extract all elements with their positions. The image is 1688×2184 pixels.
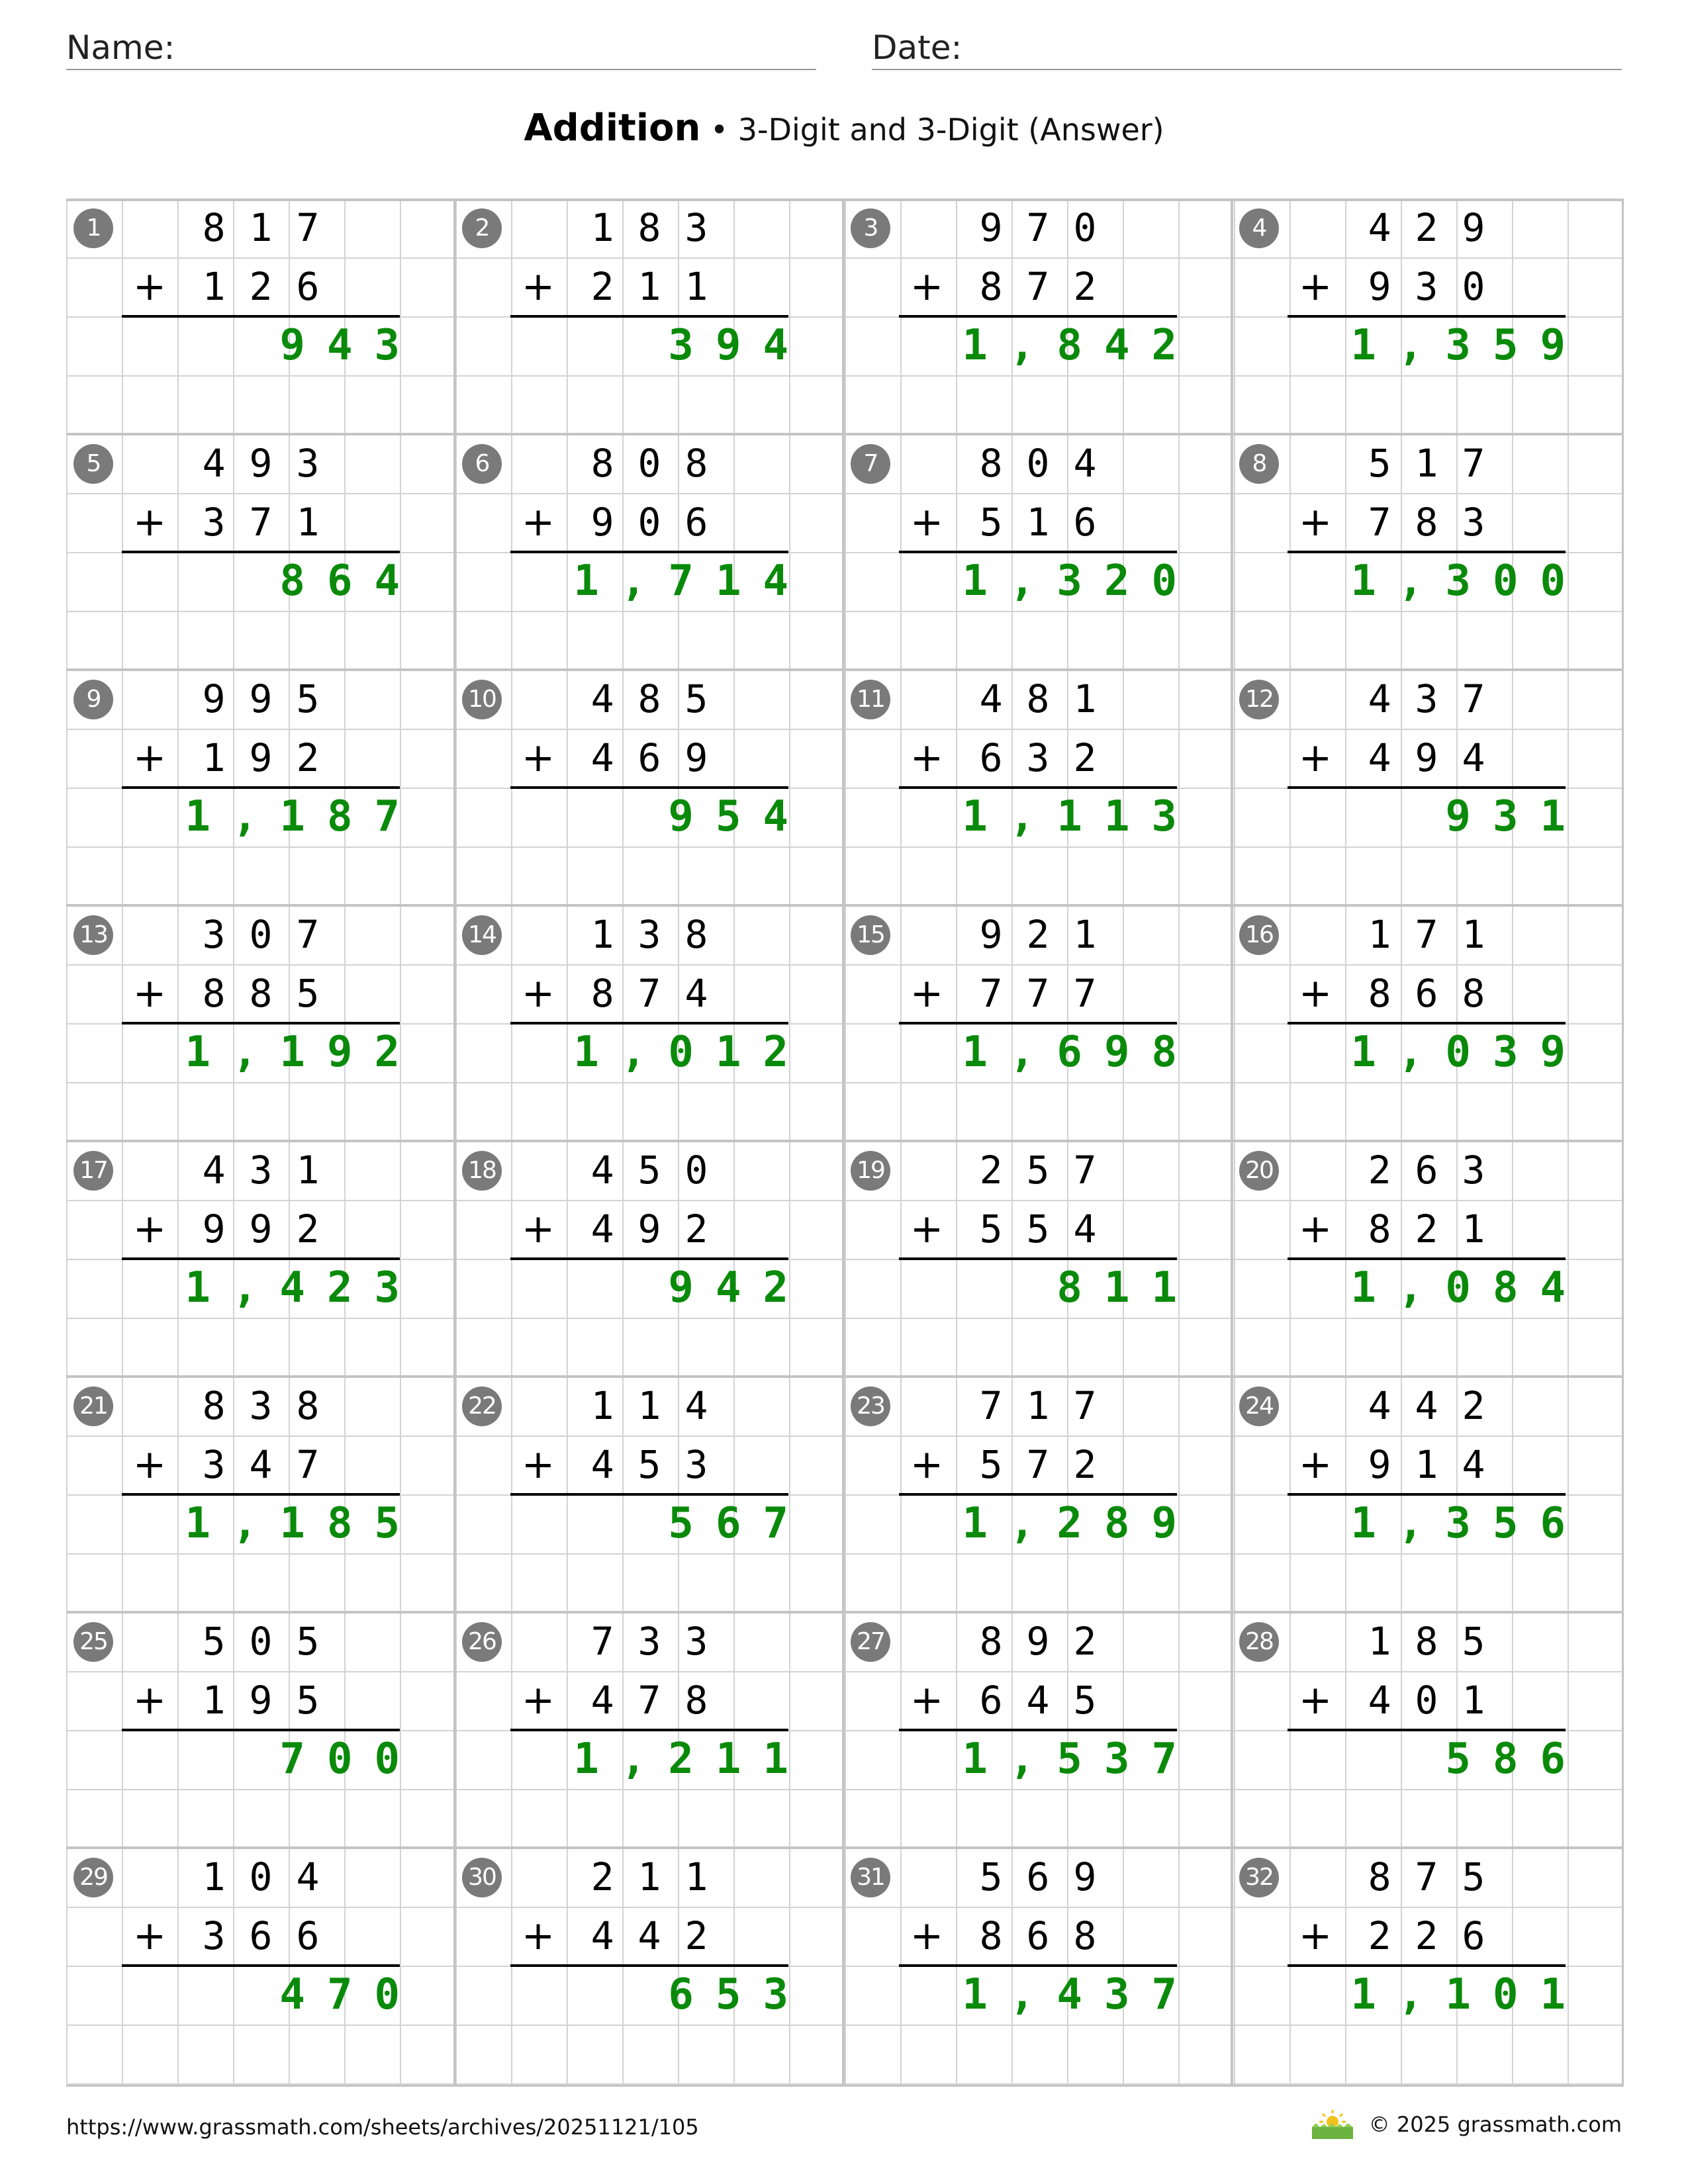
bottom-operand-value: 868	[979, 1913, 1121, 1958]
bottom-operand-value: 914	[1368, 1442, 1509, 1487]
plus-operator: +	[521, 1441, 555, 1488]
answer-value: 1,359	[1350, 321, 1587, 370]
top-operand-value: 569	[979, 1854, 1121, 1899]
problem-17	[66, 1141, 455, 1377]
bottom-operand-value: 494	[1368, 735, 1509, 780]
top-operand-value: 437	[1368, 676, 1509, 721]
bottom-operand-value: 192	[202, 735, 344, 780]
top-operand	[843, 1141, 1177, 1200]
problem-21	[66, 1377, 455, 1612]
top-operand-value: 114	[590, 1383, 732, 1428]
plus-operator: +	[521, 735, 555, 781]
top-operand	[66, 905, 400, 964]
plus-operator: +	[910, 1206, 944, 1252]
bottom-operand-value: 401	[1368, 1678, 1509, 1723]
top-operand-value: 875	[1368, 1854, 1509, 1899]
problem-number-badge: 27	[851, 1622, 890, 1662]
top-operand	[843, 1612, 1177, 1671]
problem-16	[1232, 905, 1621, 1141]
top-operand	[1232, 434, 1566, 493]
plus-operator: +	[132, 735, 167, 781]
top-operand-value: 431	[202, 1148, 344, 1193]
answer-value: 470	[279, 1970, 422, 2019]
bottom-operand-value: 872	[979, 264, 1121, 309]
answer-value: 1,537	[962, 1735, 1199, 1784]
top-operand-value: 450	[590, 1148, 732, 1193]
footer-url[interactable]: https://www.grassmath.com/sheets/archives/20251121/105	[66, 2115, 699, 2140]
bottom-operand	[66, 1200, 400, 1259]
bottom-operand-value: 632	[979, 735, 1121, 780]
bottom-operand	[66, 257, 400, 316]
top-operand	[843, 199, 1177, 257]
problem-22	[455, 1377, 844, 1612]
top-operand-value: 838	[202, 1383, 344, 1428]
plus-operator: +	[1298, 499, 1333, 545]
top-operand	[66, 1848, 400, 1907]
answer-value: 1,300	[1350, 557, 1587, 606]
top-operand-value: 307	[202, 912, 344, 957]
answer-value: 586	[1445, 1735, 1587, 1784]
bottom-operand	[455, 1435, 788, 1494]
answer-value: 1,185	[185, 1499, 422, 1548]
worksheet-title	[0, 105, 1688, 154]
title-subtitle: • 3-Digit and 3-Digit (Answer)	[710, 112, 1164, 148]
problem-number-badge: 8	[1239, 444, 1279, 484]
plus-operator: +	[521, 970, 555, 1017]
bottom-operand-value: 516	[979, 500, 1121, 545]
grass-sun-logo-icon	[1308, 2107, 1357, 2142]
name-field[interactable]	[66, 24, 816, 70]
plus-operator: +	[910, 735, 944, 781]
problem-number-badge: 16	[1239, 915, 1279, 955]
answer-value: 931	[1445, 792, 1587, 841]
plus-operator: +	[1298, 1441, 1333, 1488]
top-operand-value: 817	[202, 205, 344, 250]
bottom-operand-value: 492	[590, 1206, 732, 1251]
bottom-operand	[66, 493, 400, 552]
problem-31	[843, 1848, 1233, 2083]
problem-15	[843, 905, 1233, 1141]
problem-number-badge: 29	[73, 1858, 113, 1897]
top-operand-value: 481	[979, 676, 1121, 721]
problem-10	[455, 670, 844, 905]
top-operand-value: 517	[1368, 441, 1509, 486]
top-operand	[66, 1612, 400, 1671]
bottom-operand	[843, 257, 1177, 316]
problem-number-badge: 17	[73, 1151, 113, 1191]
plus-operator: +	[132, 499, 167, 545]
date-field[interactable]	[872, 24, 1622, 70]
bottom-operand	[455, 493, 788, 552]
top-operand	[66, 1141, 400, 1200]
answer-value: 567	[668, 1499, 810, 1548]
problem-25	[66, 1612, 455, 1848]
bottom-operand-value: 885	[202, 971, 344, 1016]
problem-11	[843, 670, 1233, 905]
top-operand-value: 104	[202, 1854, 344, 1899]
problem-24	[1232, 1377, 1621, 1612]
plus-operator: +	[910, 499, 944, 545]
plus-operator: +	[1298, 1913, 1333, 1959]
top-operand-value: 733	[590, 1619, 732, 1664]
plus-operator: +	[132, 970, 167, 1017]
top-operand	[66, 670, 400, 729]
bottom-operand	[1232, 257, 1566, 316]
top-operand-value: 505	[202, 1619, 344, 1664]
answer-value: 864	[279, 557, 422, 606]
top-operand	[1232, 1141, 1566, 1200]
problem-6	[455, 434, 844, 670]
problem-number-badge: 25	[73, 1622, 113, 1662]
problem-13	[66, 905, 455, 1141]
problem-7	[843, 434, 1233, 670]
footer-branding	[1308, 2105, 1622, 2144]
problem-9	[66, 670, 455, 905]
problem-27	[843, 1612, 1233, 1848]
problem-number-badge: 24	[1239, 1387, 1279, 1426]
bottom-operand-value: 469	[590, 735, 732, 780]
top-operand-value: 970	[979, 205, 1121, 250]
problem-12	[1232, 670, 1621, 905]
copyright-text: © 2025 grassmath.com	[1368, 2112, 1622, 2137]
top-operand	[1232, 1848, 1566, 1907]
bottom-operand	[843, 1671, 1177, 1730]
answer-value: 653	[668, 1970, 810, 2019]
problem-number-badge: 32	[1239, 1858, 1279, 1897]
answer-value: 1,320	[962, 557, 1199, 606]
problem-number-badge: 1	[73, 208, 113, 248]
plus-operator: +	[521, 263, 555, 310]
problem-30	[455, 1848, 844, 2083]
top-operand	[843, 670, 1177, 729]
problem-number-badge: 30	[462, 1858, 502, 1897]
answer-value: 1,039	[1350, 1028, 1587, 1077]
bottom-operand-value: 366	[202, 1913, 344, 1958]
problem-number-badge: 22	[462, 1387, 502, 1426]
problem-8	[1232, 434, 1621, 670]
bottom-operand-value: 126	[202, 264, 344, 309]
bottom-operand	[455, 1907, 788, 1966]
plus-operator: +	[132, 1441, 167, 1488]
bottom-operand	[843, 1435, 1177, 1494]
top-operand-value: 921	[979, 912, 1121, 957]
answer-value: 1,192	[185, 1028, 422, 1077]
problem-number-badge: 19	[851, 1151, 890, 1191]
problem-28	[1232, 1612, 1621, 1848]
problem-number-badge: 28	[1239, 1622, 1279, 1662]
top-operand	[455, 1377, 788, 1435]
top-operand-value: 995	[202, 676, 344, 721]
top-operand-value: 485	[590, 676, 732, 721]
bottom-operand	[455, 964, 788, 1023]
top-operand-value: 211	[590, 1854, 732, 1899]
problem-3	[843, 199, 1233, 434]
bottom-operand	[455, 1200, 788, 1259]
answer-value: 1,113	[962, 792, 1199, 841]
top-operand	[843, 1848, 1177, 1907]
answer-value: 954	[668, 792, 810, 841]
problem-number-badge: 3	[851, 208, 890, 248]
problem-32	[1232, 1848, 1621, 2083]
answer-value: 394	[668, 321, 810, 370]
top-operand	[455, 905, 788, 964]
problem-number-badge: 14	[462, 915, 502, 955]
plus-operator: +	[132, 1206, 167, 1252]
answer-value: 1,211	[573, 1735, 810, 1784]
top-operand	[1232, 670, 1566, 729]
problem-number-badge: 5	[73, 444, 113, 484]
problem-14	[455, 905, 844, 1141]
plus-operator: +	[521, 1206, 555, 1252]
top-operand	[455, 1848, 788, 1907]
problem-grid	[66, 199, 1624, 2087]
plus-operator: +	[1298, 970, 1333, 1017]
top-operand	[843, 905, 1177, 964]
top-operand-value: 442	[1368, 1383, 1509, 1428]
answer-value: 1,084	[1350, 1263, 1587, 1312]
bottom-operand	[66, 1435, 400, 1494]
problem-20	[1232, 1141, 1621, 1377]
top-operand-value: 138	[590, 912, 732, 957]
problem-18	[455, 1141, 844, 1377]
problem-number-badge: 9	[73, 680, 113, 719]
bottom-operand	[1232, 964, 1566, 1023]
problem-number-badge: 31	[851, 1858, 890, 1897]
top-operand	[1232, 905, 1566, 964]
plus-operator: +	[521, 499, 555, 545]
bottom-operand	[1232, 1671, 1566, 1730]
bottom-operand	[843, 493, 1177, 552]
bottom-operand	[843, 964, 1177, 1023]
answer-value: 1,437	[962, 1970, 1199, 2019]
problem-number-badge: 7	[851, 444, 890, 484]
bottom-operand	[66, 729, 400, 788]
problem-number-badge: 26	[462, 1622, 502, 1662]
top-operand	[455, 1612, 788, 1671]
problem-number-badge: 11	[851, 680, 890, 719]
answer-value: 943	[279, 321, 422, 370]
plus-operator: +	[1298, 735, 1333, 781]
bottom-operand	[455, 1671, 788, 1730]
bottom-operand-value: 645	[979, 1678, 1121, 1723]
bottom-operand	[1232, 493, 1566, 552]
bottom-operand-value: 478	[590, 1678, 732, 1723]
bottom-operand	[66, 1671, 400, 1730]
problem-2	[455, 199, 844, 434]
plus-operator: +	[521, 1913, 555, 1959]
problem-number-badge: 23	[851, 1387, 890, 1426]
bottom-operand-value: 442	[590, 1913, 732, 1958]
top-operand	[66, 1377, 400, 1435]
bottom-operand	[66, 964, 400, 1023]
bottom-operand-value: 572	[979, 1442, 1121, 1487]
bottom-operand-value: 783	[1368, 500, 1509, 545]
plus-operator: +	[910, 1677, 944, 1723]
top-operand	[843, 1377, 1177, 1435]
problem-number-badge: 21	[73, 1387, 113, 1426]
answer-value: 1,842	[962, 321, 1199, 370]
plus-operator: +	[132, 1677, 167, 1723]
bottom-operand-value: 777	[979, 971, 1121, 1016]
bottom-operand-value: 211	[590, 264, 732, 309]
top-operand	[455, 434, 788, 493]
problem-5	[66, 434, 455, 670]
top-operand-value: 892	[979, 1619, 1121, 1664]
plus-operator: +	[521, 1677, 555, 1723]
bottom-operand	[1232, 1435, 1566, 1494]
bottom-operand-value: 874	[590, 971, 732, 1016]
bottom-operand-value: 226	[1368, 1913, 1509, 1958]
problem-number-badge: 20	[1239, 1151, 1279, 1191]
bottom-operand	[1232, 729, 1566, 788]
answer-value: 1,012	[573, 1028, 810, 1077]
top-operand	[843, 434, 1177, 493]
answer-value: 1,714	[573, 557, 810, 606]
top-operand	[1232, 1612, 1566, 1671]
plus-operator: +	[132, 1913, 167, 1959]
top-operand	[455, 199, 788, 257]
answer-value: 1,187	[185, 792, 422, 841]
top-operand	[66, 434, 400, 493]
bottom-operand-value: 906	[590, 500, 732, 545]
worksheet-header	[66, 24, 1622, 70]
bottom-operand-value: 347	[202, 1442, 344, 1487]
problem-29	[66, 1848, 455, 2083]
plus-operator: +	[910, 1441, 944, 1488]
answer-value: 1,101	[1350, 1970, 1587, 2019]
top-operand-value: 804	[979, 441, 1121, 486]
plus-operator: +	[132, 263, 167, 310]
problem-number-badge: 6	[462, 444, 502, 484]
plus-operator: +	[1298, 1677, 1333, 1723]
top-operand-value: 429	[1368, 205, 1509, 250]
answer-value: 1,289	[962, 1499, 1199, 1548]
answer-value: 700	[279, 1735, 422, 1784]
top-operand	[455, 1141, 788, 1200]
bottom-operand	[843, 1907, 1177, 1966]
top-operand-value: 257	[979, 1148, 1121, 1193]
plus-operator: +	[910, 970, 944, 1017]
answer-value: 1,698	[962, 1028, 1199, 1077]
name-label: Name:	[66, 28, 175, 67]
problem-number-badge: 18	[462, 1151, 502, 1191]
problem-number-badge: 2	[462, 208, 502, 248]
problem-number-badge: 10	[462, 680, 502, 719]
bottom-operand	[66, 1907, 400, 1966]
top-operand-value: 171	[1368, 912, 1509, 957]
answer-value: 811	[1056, 1263, 1199, 1312]
bottom-operand	[455, 729, 788, 788]
bottom-operand-value: 992	[202, 1206, 344, 1251]
top-operand	[1232, 199, 1566, 257]
bottom-operand-value: 195	[202, 1678, 344, 1723]
problem-number-badge: 12	[1239, 680, 1279, 719]
top-operand	[1232, 1377, 1566, 1435]
bottom-operand-value: 868	[1368, 971, 1509, 1016]
bottom-operand-value: 821	[1368, 1206, 1509, 1251]
problem-19	[843, 1141, 1233, 1377]
problem-26	[455, 1612, 844, 1848]
plus-operator: +	[1298, 263, 1333, 310]
problem-23	[843, 1377, 1233, 1612]
bottom-operand	[843, 729, 1177, 788]
bottom-operand	[1232, 1907, 1566, 1966]
bottom-operand	[455, 257, 788, 316]
top-operand-value: 183	[590, 205, 732, 250]
top-operand-value: 185	[1368, 1619, 1509, 1664]
bottom-operand-value: 371	[202, 500, 344, 545]
top-operand-value: 263	[1368, 1148, 1509, 1193]
bottom-operand	[1232, 1200, 1566, 1259]
plus-operator: +	[910, 1913, 944, 1959]
plus-operator: +	[1298, 1206, 1333, 1252]
top-operand-value: 493	[202, 441, 344, 486]
bottom-operand-value: 453	[590, 1442, 732, 1487]
bottom-operand-value: 930	[1368, 264, 1509, 309]
answer-value: 942	[668, 1263, 810, 1312]
top-operand-value: 808	[590, 441, 732, 486]
answer-value: 1,423	[185, 1263, 422, 1312]
problem-4	[1232, 199, 1621, 434]
top-operand-value: 717	[979, 1383, 1121, 1428]
answer-value: 1,356	[1350, 1499, 1587, 1548]
bottom-operand	[843, 1200, 1177, 1259]
title-main: Addition	[524, 107, 701, 150]
plus-operator: +	[910, 263, 944, 310]
date-label: Date:	[872, 28, 962, 67]
problem-1	[66, 199, 455, 434]
problem-number-badge: 4	[1239, 208, 1279, 248]
problem-number-badge: 13	[73, 915, 113, 955]
top-operand	[66, 199, 400, 257]
top-operand	[455, 670, 788, 729]
bottom-operand-value: 554	[979, 1206, 1121, 1251]
problem-number-badge: 15	[851, 915, 890, 955]
